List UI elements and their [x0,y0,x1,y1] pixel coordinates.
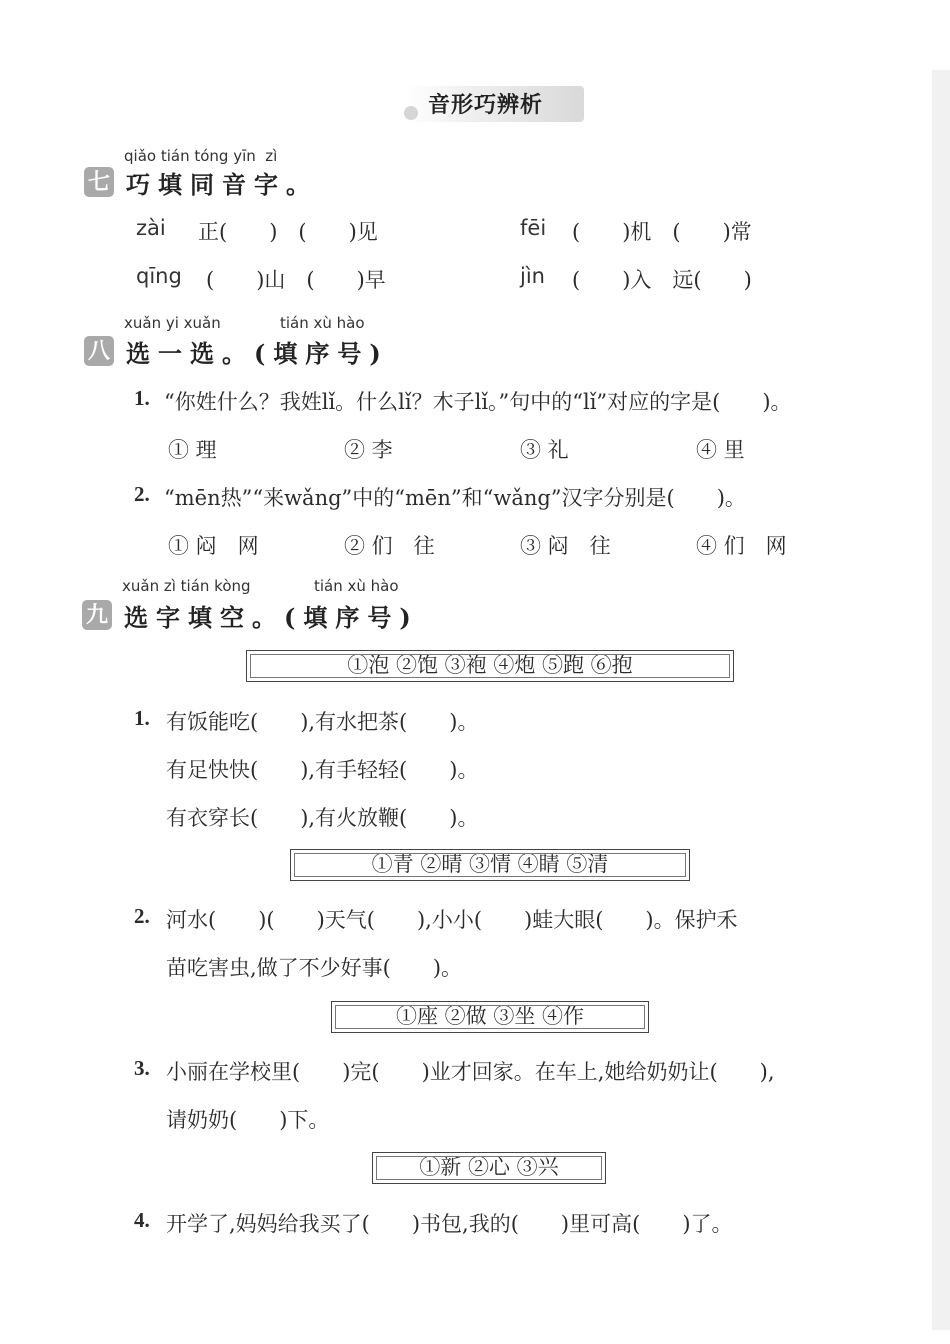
s8-q2-option: ③ 闷 往 [520,534,611,558]
s9-number-badge: 九 [82,600,112,630]
header-title: 音形巧辨析 [428,92,544,118]
s8-q1-option: ④ 里 [696,438,745,462]
s8-q1-option: ① 理 [168,438,217,462]
s7-row1a-blanks: 正( ) ( )见 [198,220,378,244]
s9-q2-line1: 河水( )( )天气( ),小小( )蛙大眼( )。保护禾 [166,908,738,932]
s9-q4-number: 4. [134,1208,150,1232]
s9-option-box-1: ①泡 ②饱 ③袍 ④炮 ⑤跑 ⑥抱 [246,650,734,682]
s7-row2a-pinyin: qīng [136,264,182,288]
s9-option-box-2: ①青 ②晴 ③情 ④睛 ⑤清 [290,849,690,881]
s9-title: 选字填空。(填序号) [124,603,419,632]
s8-q2-number: 2. [134,482,150,506]
s9-q1-line3: 有衣穿长( ),有火放鞭( )。 [166,806,479,830]
page-edge-shade [932,70,950,1330]
s7-title-pinyin: qiǎo tián tóng yīn zì [124,147,278,165]
s8-title-pinyin-b: tián xù hào [280,314,365,332]
s9-q1-line1: 有饭能吃( ),有水把茶( )。 [166,710,479,734]
s7-title: 巧填同音字。 [126,170,318,199]
s9-q3-line2: 请奶奶( )下。 [166,1108,330,1132]
s7-row2b-pinyin: jìn [520,264,545,288]
s8-q1-option: ② 李 [344,438,393,462]
s8-title: 选一选。(填序号) [126,339,389,368]
s9-q2-line2: 苗吃害虫,做了不少好事( )。 [166,956,463,980]
s8-q2-option: ① 闷 网 [168,534,259,558]
s9-q2-number: 2. [134,904,150,928]
s7-row1b-pinyin: fēi [520,216,547,240]
s9-q1-number: 1. [134,706,150,730]
s9-option-box-4: ①新 ②心 ③兴 [372,1152,606,1184]
s9-q4-text: 开学了,妈妈给我买了( )书包,我的( )里可高( )了。 [166,1212,733,1236]
s9-q1-line2: 有足快快( ),有手轻轻( )。 [166,758,479,782]
s9-q3-line1: 小丽在学校里( )完( )业才回家。在车上,她给奶奶让( ), [166,1060,775,1084]
s8-q1-option: ③ 礼 [520,438,569,462]
banner-decoration-dot [404,106,418,120]
s8-q2-option: ② 们 往 [344,534,435,558]
s9-title-pinyin-a: xuǎn zì tián kòng [122,577,251,595]
s7-row1b-blanks: ( )机 ( )常 [572,220,752,244]
s9-title-pinyin-b: tián xù hào [314,577,399,595]
s8-q2-text: “mēn热”“来wǎng”中的“mēn”和“wǎng”汉字分别是( )。 [164,486,746,510]
s8-q2-option: ④ 们 网 [696,534,787,558]
s9-q3-number: 3. [134,1056,150,1080]
s8-q1-number: 1. [134,386,150,410]
s8-title-pinyin-a: xuǎn yi xuǎn [124,314,221,332]
s8-q1-text: “你姓什么？我姓lǐ。什么lǐ？木子lǐ。”句中的“lǐ”对应的字是( )。 [164,390,792,414]
s7-number-badge: 七 [84,167,114,197]
s9-option-box-3: ①座 ②做 ③坐 ④作 [331,1001,649,1033]
s7-row2b-blanks: ( )入 远( ) [572,268,752,292]
s7-row2a-blanks: ( )山 ( )早 [206,268,386,292]
s8-number-badge: 八 [84,336,114,366]
s7-row1a-pinyin: zài [136,216,166,240]
